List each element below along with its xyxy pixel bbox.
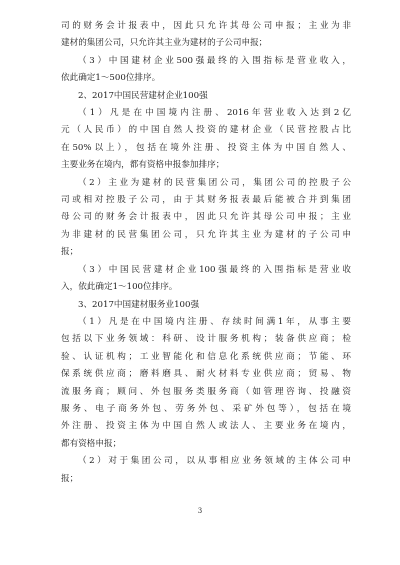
paragraph-line: 报； — [61, 247, 79, 258]
paragraph-line: （1）凡是在中国境内注册、存续时间满1年，从事主要 — [78, 316, 351, 327]
paragraph-line: 司或相对控股子公司，由于其财务报表最后能被合并到集团 — [61, 195, 351, 206]
paragraph-line: 入，依此确定1～100位排序。 — [61, 282, 178, 293]
paragraph-line: （3）中国建材企业500强最终的入围指标是营业收入， — [78, 55, 351, 66]
paragraph-line: （2）主业为建材的民营集团公司，集团公司的控股子公 — [78, 177, 351, 188]
page-number: 3 — [197, 507, 203, 515]
paragraph-line: 主要业务在境内，都有资格申报参加排序； — [61, 160, 225, 171]
paragraph-line: 司的财务会计报表中，因此只允许其母公司申报；主业为非 — [61, 21, 351, 31]
section-heading: 2、2017中国民营建材企业100强 — [78, 90, 208, 101]
paragraph-line: （3）中国民营建材企业100强最终的入围指标是营业收 — [78, 264, 351, 275]
paragraph-line: （1）凡是在中国境内注册、2016年营业收入达到2亿 — [78, 108, 351, 119]
paragraph-line: 建材的集团公司，只允许其主业为建材的子公司申报； — [61, 38, 268, 49]
paragraph-line: 验、认证机构；工业智能化和信息化系统供应商；节能、环 — [61, 351, 351, 362]
paragraph-line: 元（人民币）的中国自然人投资的建材企业（民营控股占比 — [61, 125, 351, 136]
paragraph-line: 保系统供应商；磨料磨具、耐火材料专业供应商；贸易、物 — [61, 369, 351, 380]
section-heading: 3、2017中国建材服务业100强 — [78, 299, 200, 310]
paragraph-line: （2）对于集团公司，以从事相应业务领域的主体公司申 — [78, 456, 351, 467]
paragraph-line: 报； — [61, 473, 79, 484]
paragraph-line: 服务、电子商务外包、劳务外包、采矿外包等），包括在境 — [61, 403, 351, 414]
paragraph-line: 为非建材的民营集团公司，只允许其主业为建材的子公司申 — [61, 229, 351, 240]
paragraph-line: 都有资格申报； — [61, 438, 122, 449]
paragraph-line: 流服务商；顾问、外包服务类服务商（如管理咨询、投融资 — [61, 386, 351, 397]
paragraph-line: 包括以下业务领域：科研、设计服务机构；装备供应商；检 — [61, 334, 351, 345]
paragraph-line: 在50%以上），包括在境外注册、投资主体为中国自然人、 — [61, 142, 351, 153]
paragraph-line: 依此确定1～500位排序。 — [61, 73, 161, 84]
paragraph-line: 外注册、投资主体为中国自然人或法人、主要业务在境内， — [61, 421, 351, 432]
paragraph-line: 母公司的财务会计报表中，因此只允许其母公司申报；主业 — [61, 212, 351, 223]
document-body — [61, 18, 351, 488]
